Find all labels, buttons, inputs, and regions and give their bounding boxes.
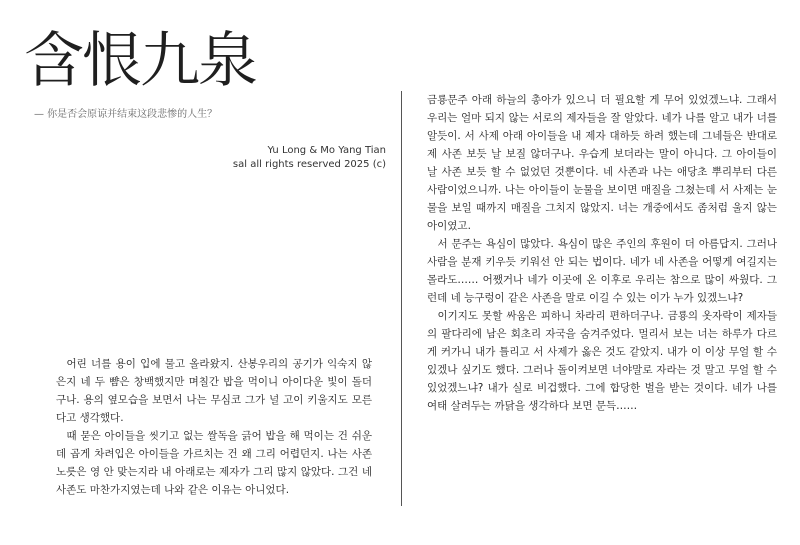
left-text-column [56, 355, 372, 499]
column-divider [401, 91, 402, 506]
copyright-notice: sal all rights reserved 2025 (c) [232, 159, 386, 170]
page-title: 含恨九泉 [24, 26, 256, 96]
paragraph: 서 문주는 욕심이 많았다. 욕심이 많은 주인의 후원이 더 아름답지. 그러나 사람을 분재 키우듯 키워선 안 되는 법이다. 네가 네 사존을 어떻게 여길지는 몰라도…… 어쨌거나 네가 이곳에 온 이후로 우리는 참으로 많이 싸웠다. 그런데 네 능구렁이 같은 사존을 말로 이길 수 있는 이가 누가 있겠느냐? [427, 238, 777, 304]
paragraph: 이기지도 못할 싸움은 피하니 차라리 편하더구나. 금룡의 옷자락이 제자들의 팔다리에 남은 회초리 자국을 숨겨주었다. 멀리서 보는 너는 하루가 다르게 커가니 내가 틀리고 서 사제가 옳은 것도 같았지. 내가 이 이상 무얼 할 수 있겠나 싶기도 했다. 그러나 돌이켜보면 너야말로 자라는 것 말고 무얼 할 수 있었겠느냐? 내가 실로 비겁했다. 그에 합당한 벌을 받는 것이다. 네가 나를 여태 살려두는 까닭을 생각하다 보면 문득…… [427, 310, 777, 412]
right-text-column [427, 91, 777, 415]
paragraph: 때 묻은 아이들을 씻기고 없는 쌀독을 긁어 밥을 해 먹이는 건 쉬운데 곱게 차려입은 아이들을 가르치는 건 왜 그리 어렵던지. 나는 사존 노릇은 영 안 맞는지라 내 아래로는 제자가 그리 많지 않았다. 그건 네 사존도 마찬가지였는데 나와 같은 이유는 아니었다. [56, 430, 372, 496]
credits [233, 144, 386, 172]
paragraph: 어린 너를 용이 입에 물고 올라왔지. 산봉우리의 공기가 익숙지 않은지 네 두 뺨은 창백했지만 며칠간 밥을 먹이니 아이다운 빛이 돌더구나. 용의 옆모습을 보면서 나는 무심코 그가 널 고이 키울지도 모른다고 생각했다. [56, 358, 372, 424]
authors: Yu Long & Mo Yang Tian [267, 145, 386, 156]
subtitle: — 你是否会原谅并结束这段悲惨的人生？ [34, 109, 218, 120]
paragraph: 금룡문주 아래 하늘의 총아가 있으니 더 필요할 게 무어 있었겠느냐. 그래서 우리는 얼마 되지 않는 서로의 제자들을 잘 알았다. 네가 나를 알고 내가 너를 알듯이. 서 사제 아래 아이들을 내 제자 대하듯 하려 했는데 그네들은 반대로 제 사존 보듯 날 보질 않더구나. 우습게 보더라는 말이 아니다. 그 아이들이 날 사존 보듯 할 수 없었던 것뿐이다. 네 사존과 나는 애당초 뿌리부터 다른 사람이었으니까. 나는 아이들이 눈물을 보이면 매질을 그쳤는데 서 사제는 눈물을 보일 때까지 매질을 그치지 않았지. 너는 개중에서도 좀처럼 울지 않는 아이였고. [427, 94, 777, 232]
